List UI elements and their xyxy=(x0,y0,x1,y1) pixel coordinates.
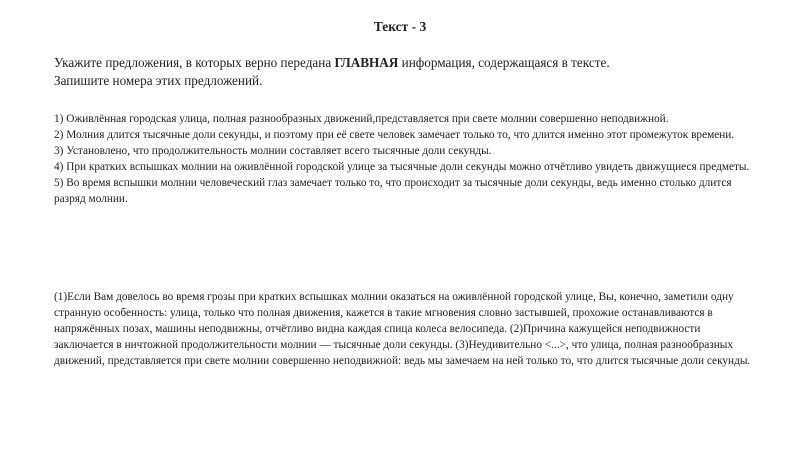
task-text-before: Укажите предложения, в которых верно передана xyxy=(54,55,335,70)
option-1: 1) Оживлённая городская улица, полная разнообразных движений,представляется при свете молнии совершенно неподвижной. xyxy=(54,113,669,125)
option-4: 4) При кратких вспышках молнии на оживлённой городской улице за тысячные доли секунды можно отчётливо увидеть движущиеся предметы. xyxy=(54,161,750,173)
task-instruction xyxy=(54,54,754,90)
option-5: 5) Во время вспышки молнии человеческий глаз замечает только то, что происходит за тысячные доли секунды, ведь именно столько длится разряд молнии. xyxy=(54,177,732,205)
option-2: 2) Молния длится тысячные доли секунды, и поэтому при её свете человек замечает только то, что длится именно этот промежуток времени. xyxy=(54,129,735,141)
option-3: 3) Установлено, что продолжительность молнии составляет всего тысячные доли секунды. xyxy=(54,145,492,157)
task-text-after: информация, содержащаяся в тексте. xyxy=(398,55,610,70)
task-text-line2: Запишите номера этих предложений. xyxy=(54,73,263,88)
answer-options xyxy=(54,111,754,207)
source-passage: (1)Если Вам довелось во время грозы при кратких вспышках молнии оказаться на оживлённой городской улице, Вы, конечно, заметили одну странную особенность: улица, только что полная движения, кажется в такие мгновения словно застывшей, прохожие останавливаются в напряжённых позах, машины неподвижны, отчётливо видна каждая спица колеса велосипеда. (2)Причина кажущейся неподвижности заключается в ничтожной продолжительности молнии — тысячные доли секунды. (3)Неудивительно <...>, что улица, полная разнообразных движений, представляется при свете молнии совершенно неподвижной: ведь мы замечаем на ней только то, что длится тысячные доли секунды. xyxy=(54,291,751,367)
task-emphasis: ГЛАВНАЯ xyxy=(334,55,399,70)
page-title: Текст - 3 xyxy=(373,19,427,34)
